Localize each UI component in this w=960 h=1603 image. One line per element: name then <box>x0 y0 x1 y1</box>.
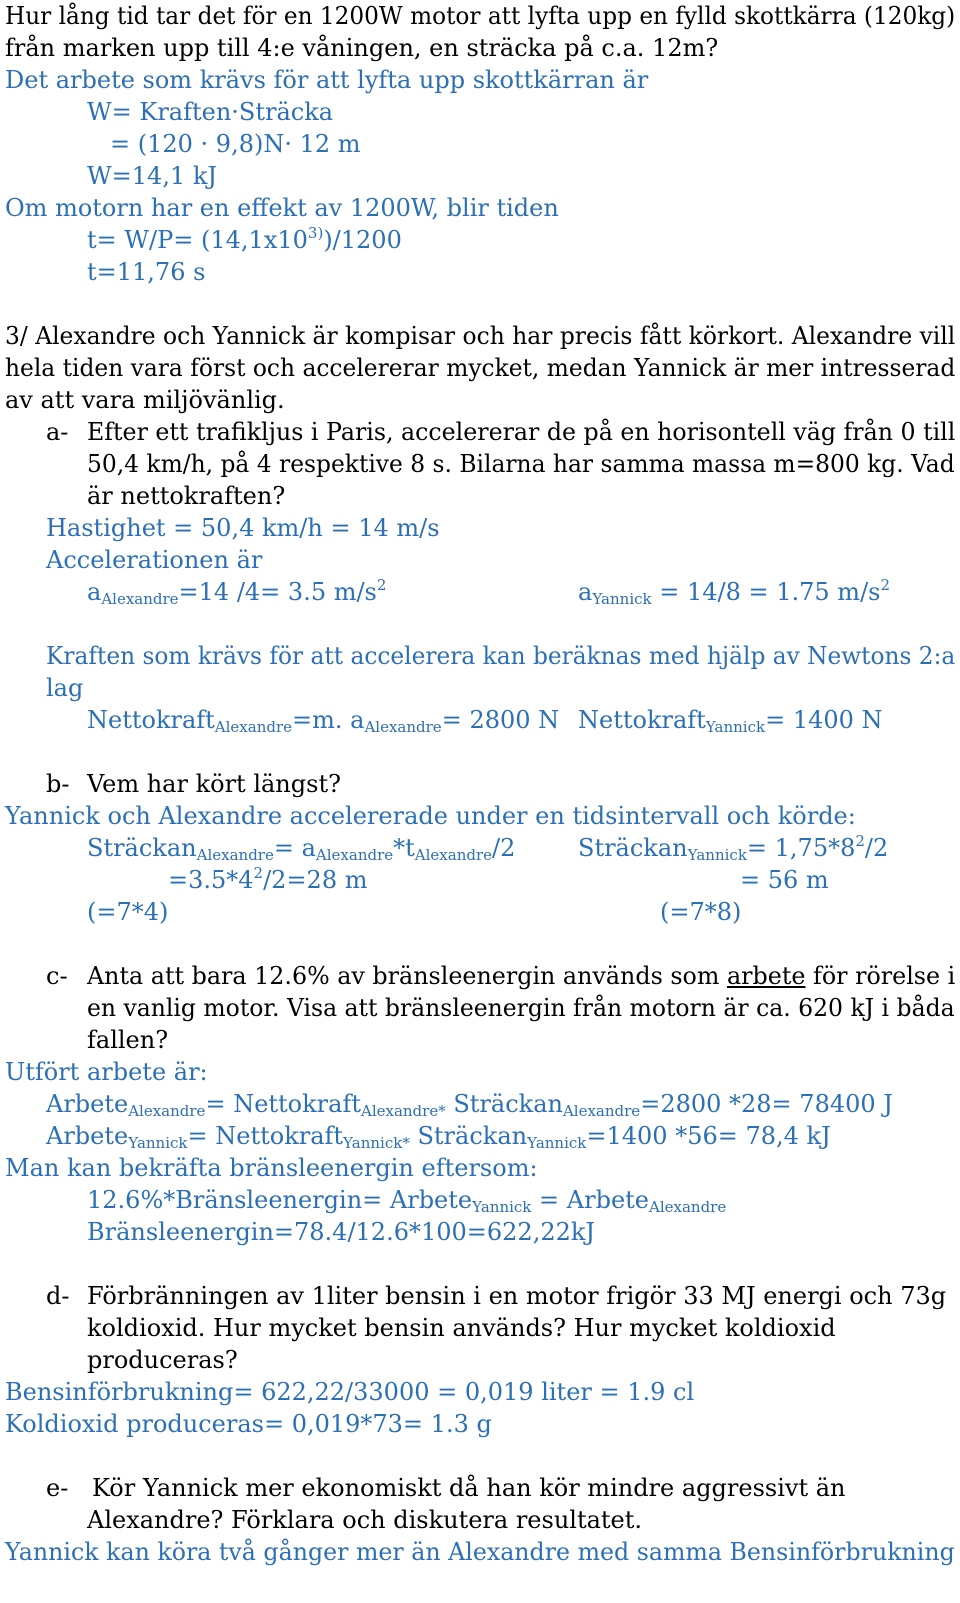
part-a-netforce-yannick: Nettokraft$_{Yannick}$= 1400 N <box>578 706 883 736</box>
part-c-equation-2: Bränsleenergin=78.4/12.6*100=622,22kJ <box>87 1218 596 1246</box>
problem3-line-3: av att vara miljövänlig. <box>5 386 285 414</box>
part-b-note-yannick: (=7*8) <box>660 898 742 926</box>
part-a-acceleration-yannick: $a_{Yannick} = 14/8 = 1.75$ $m/s^2$ <box>578 576 891 608</box>
part-a-question-line-3: är nettokraften? <box>87 482 286 510</box>
part-a-netforce-alexandre: Nettokraft$_{Alexandre}$=m. $a_{Alexandre}= 2800$ N <box>87 706 560 736</box>
part-c-work-alexandre: Arbete$_{Alexandre}$= Nettokraft$_{Alexandre*}$ Sträckan$_{Alexandre}$=2800 *28= 78400 J <box>46 1090 893 1120</box>
intro-answer-line-4: W=14,1 kJ <box>87 162 218 190</box>
part-c-equation-1: 12.6%*Bränsleenergin= Arbete$_{Yannick}$ = Arbete$_{Alexandre}$ <box>87 1186 727 1216</box>
part-b-result-alexandre: $=3.5*4^2/2=28$ m <box>168 864 368 894</box>
part-b-question: Vem har kört längst? <box>87 770 341 798</box>
intro-answer-line-2: W= Kraften·Sträcka <box>87 98 334 126</box>
part-c-question-line-2: en vanlig motor. Visa att bränsleenergin från motorn är ca. 620 kJ i båda <box>87 994 955 1022</box>
intro-answer-line-1: Det arbete som krävs för att lyfta upp skottkärran är <box>5 66 649 94</box>
part-c-work-heading: Utfört arbete är: <box>5 1058 208 1086</box>
part-a-question-line-1: Efter ett trafikljus i Paris, accelererar de på en horisontell väg från 0 till <box>87 418 956 446</box>
problem3-line-1: 3/ Alexandre och Yannick är kompisar och har precis fått körkort. Alexandre vill <box>5 322 956 350</box>
part-d-question-line-3: produceras? <box>87 1346 238 1374</box>
part-d-answer-co2: Koldioxid produceras= 0,019*73= 1.3 g <box>5 1410 492 1438</box>
part-d-question-line-2: koldioxid. Hur mycket bensin används? Hur mycket koldioxid <box>87 1314 836 1342</box>
part-d-marker: d- <box>46 1282 70 1310</box>
intro-answer-line-7: t=11,76 s <box>87 258 206 286</box>
part-c-confirm-heading: Man kan bekräfta bränsleenergin eftersom: <box>5 1154 538 1182</box>
part-c-marker: c- <box>46 962 68 990</box>
part-b-answer-line-1: Yannick och Alexandre accelererade under en tidsintervall och körde: <box>5 802 856 830</box>
part-a-force-line-2: lag <box>46 674 84 702</box>
part-e-marker: e- <box>46 1474 69 1502</box>
part-d-question-line-1: Förbränningen av 1liter bensin i en motor frigör 33 MJ energi och 73g <box>87 1282 947 1310</box>
part-e-answer: Yannick kan köra två gånger mer än Alexandre med samma Bensinförbrukning <box>5 1538 955 1566</box>
part-a-marker: a- <box>46 418 69 446</box>
intro-answer-line-3: = (120 · 9,8)N· 12 m <box>110 130 361 158</box>
part-a-acceleration-alexandre: $a_{Alexandre}=14$ /4= 3.5 $m/s^2$ <box>87 576 387 608</box>
part-c-work-yannick: Arbete$_{Yannick}$= Nettokraft$_{Yannick*}$ Sträckan$_{Yannick}$=1400 *56= 78,4 kJ <box>46 1122 831 1152</box>
part-b-distance-alexandre: Sträckan$_{Alexandre}$= $a_{Alexandre}*t_{Alexandre}/2$ <box>87 834 516 864</box>
part-e-question-line-2: Alexandre? Förklara och diskutera resultatet. <box>87 1506 643 1534</box>
part-c-question-line-1: Anta att bara 12.6% av bränsleenergin används som arbete för rörelse i <box>87 962 956 990</box>
part-a-acceleration-heading: Accelerationen är <box>46 546 263 574</box>
part-d-answer-fuel: Bensinförbrukning= 622,22/33000 = 0,019 liter = 1.9 cl <box>5 1378 695 1406</box>
part-e-question-line-1: Kör Yannick mer ekonomiskt då han kör mindre aggressivt än <box>92 1474 846 1502</box>
part-b-note-alexandre: (=7*4) <box>87 898 169 926</box>
problem3-line-2: hela tiden vara först och accelererar mycket, medan Yannick är mer intresserad <box>5 354 956 382</box>
part-a-question-line-2: 50,4 km/h, på 4 respektive 8 s. Bilarna har samma massa m=800 kg. Vad <box>87 450 955 478</box>
part-c-question-line-3: fallen? <box>87 1026 169 1054</box>
intro-answer-line-6: $t= W/P= (14,1x10^{3)})/1200$ <box>87 224 402 254</box>
part-b-marker: b- <box>46 770 70 798</box>
part-a-force-line-1: Kraften som krävs för att accelerera kan beräknas med hjälp av Newtons 2:a <box>46 642 956 670</box>
intro-question-line-1: Hur lång tid tar det för en 1200W motor att lyfta upp en fylld skottkärra (120kg) <box>5 2 956 30</box>
part-b-distance-yannick: Sträckan$_{Yannick}$= $1,75*8^2/2$ <box>578 832 889 864</box>
part-b-result-yannick: = 56 m <box>740 866 829 894</box>
intro-answer-line-5: Om motorn har en effekt av 1200W, blir tiden <box>5 194 559 222</box>
part-a-speed: Hastighet = 50,4 km/h = 14 m/s <box>46 514 440 542</box>
intro-question-line-2: från marken upp till 4:e våningen, en sträcka på c.a. 12m? <box>5 34 719 62</box>
